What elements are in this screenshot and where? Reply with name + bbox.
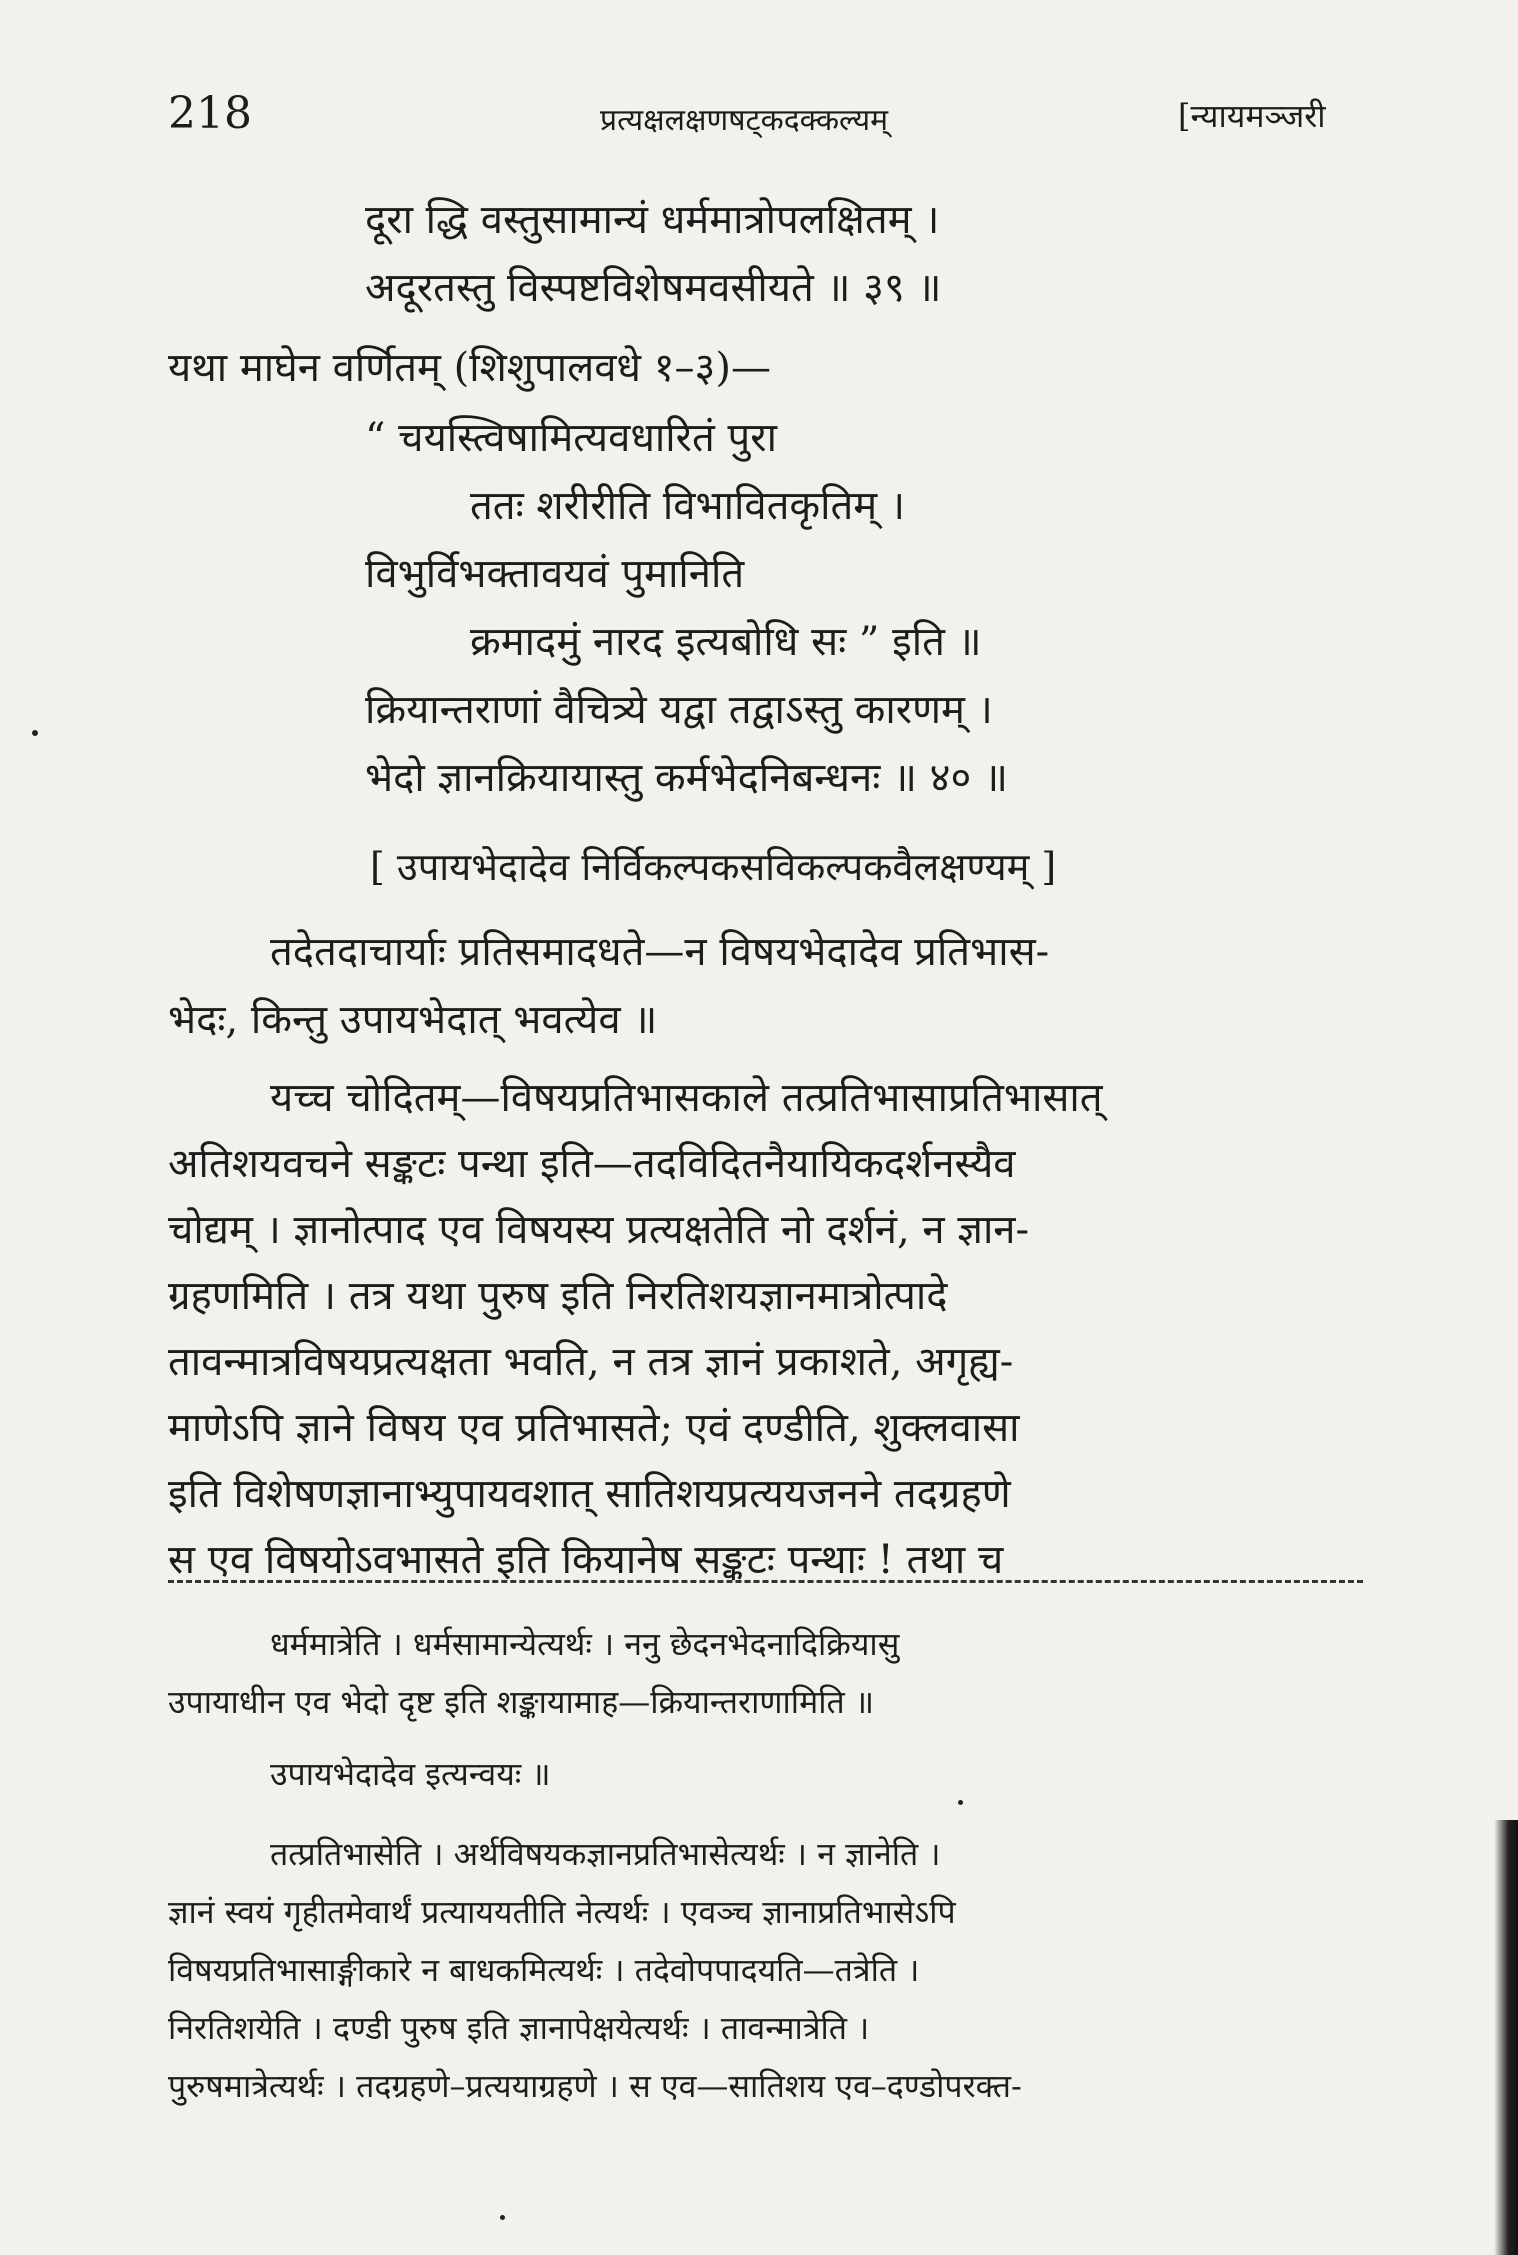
scan-speck (958, 1800, 963, 1805)
quote-intro: यथा माघेन वर्णितम् (शिशुपालवधे १–३)— (168, 345, 771, 391)
commentary-line: विषयप्रतिभासाङ्गीकारे न बाधकमित्यर्थः । तदेवोपपादयति—तत्रेति । (168, 1951, 920, 1989)
paragraph-line: तदेतदाचार्याः प्रतिसमादधते—न विषयभेदादेव प्रतिभास- (270, 929, 1050, 975)
commentary-line: धर्ममात्रेति । धर्मसामान्येत्यर्थः । ननु छेदनभेदनादिक्रियासु (270, 1625, 900, 1663)
verse-line: क्रियान्तराणां वैचित्र्ये यद्वा तद्वाऽस्तु कारणम् । (365, 687, 993, 733)
commentary-line: उपायाधीन एव भेदो दृष्ट इति शङ्कायामाह—क्रियान्तराणामिति ॥ (168, 1683, 875, 1721)
quote-verse-line: “ चयस्त्विषामित्यवधारितं पुरा (365, 415, 777, 461)
commentary-line: ज्ञानं स्वयं गृहीतमेवार्थं प्रत्याययतीति नेत्यर्थः । एवञ्च ज्ञानाप्रतिभासेऽपि (168, 1893, 956, 1931)
paragraph-line: इति विशेषणज्ञानाभ्युपायवशात् सातिशयप्रत्ययजनने तदग्रहणे (168, 1471, 1011, 1517)
paragraph-line: तावन्मात्रविषयप्रत्यक्षता भवति, न तत्र ज्ञानं प्रकाशते, अगृह्य- (168, 1339, 1014, 1385)
commentary-line: पुरुषमात्रेत्यर्थः । तदग्रहणे–प्रत्ययाग्रहणे । स एव—सातिशय एव–दण्डोपरक्त- (168, 2067, 1022, 2105)
commentary-line: निरतिशयेति । दण्डी पुरुष इति ज्ञानापेक्षयेत्यर्थः । तावन्मात्रेति । (168, 2009, 870, 2047)
running-title: प्रत्यक्षलक्षणषट्कदक्कल्यम् (600, 103, 889, 138)
verse-line: अदूरतस्तु विस्पष्टविशेषमवसीयते ॥ ३९ ॥ (365, 265, 942, 311)
quote-verse-line: क्रमादमुं नारद इत्यबोधि सः ” इति ॥ (470, 619, 982, 665)
quote-verse-line: ततः शरीरीति विभावितकृतिम् । (470, 483, 906, 529)
footnote-divider (168, 1580, 1363, 1583)
paragraph-line: अतिशयवचने सङ्कटः पन्था इति—तदविदितनैयायिकदर्शनस्यैव (168, 1141, 1016, 1187)
paragraph-line: ग्रहणमिति । तत्र यथा पुरुष इति निरतिशयज्ञानमात्रोत्पादे (168, 1273, 948, 1319)
commentary-line: तत्प्रतिभासेति । अर्थविषयकज्ञानप्रतिभासेत्यर्थः । न ज्ञानेति । (270, 1835, 941, 1873)
quote-verse-line: विभुर्विभक्तावयवं पुमानिति (365, 551, 745, 597)
paragraph-line: माणेऽपि ज्ञाने विषय एव प्रतिभासते; एवं दण्डीति, शुक्लवासा (168, 1405, 1020, 1451)
paragraph-line: भेदः, किन्तु उपायभेदात् भवत्येव ॥ (168, 997, 658, 1043)
paragraph-line: यच्च चोदितम्—विषयप्रतिभासकाले तत्प्रतिभासाप्रतिभासात् (270, 1075, 1103, 1121)
section-title: [न्यायमञ्जरी (1178, 97, 1326, 135)
scan-speck (32, 730, 38, 736)
paragraph-line: स एव विषयोऽवभासते इति कियानेष सङ्कटः पन्थाः ! तथा च (168, 1537, 1004, 1583)
verse-line: भेदो ज्ञानक्रियायास्तु कर्मभेदनिबन्धनः ॥ ४० ॥ (365, 755, 1008, 801)
page-number: 218 (168, 88, 252, 139)
commentary-line: उपायभेदादेव इत्यन्वयः ॥ (270, 1755, 551, 1793)
verse-line: दूरा द्धि वस्तुसामान्यं धर्ममात्रोपलक्षितम् । (365, 197, 940, 243)
scan-edge-shadow (1494, 1820, 1518, 2255)
paragraph-line: चोद्यम् । ज्ञानोत्पाद एव विषयस्य प्रत्यक्षतेति नो दर्शनं, न ज्ञान- (168, 1207, 1030, 1253)
section-heading: [ उपायभेदादेव निर्विकल्पकसविकल्पकवैलक्षण्यम् ] (370, 845, 1057, 889)
scan-speck (500, 2215, 505, 2220)
